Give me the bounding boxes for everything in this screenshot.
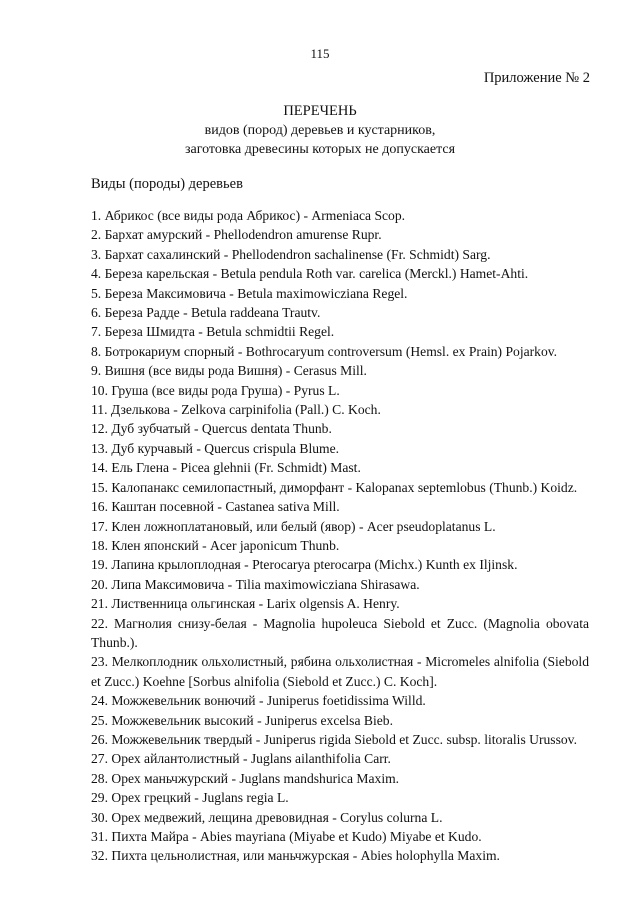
list-item: 7. Береза Шмидта - Betula schmidtii Regel. (91, 324, 335, 340)
title-line-1: ПЕРЕЧЕНЬ (283, 103, 357, 119)
list-item: 6. Береза Радде - Betula raddeana Trautv. (91, 305, 321, 321)
list-item: 31. Пихта Майра - Abies mayriana (Miyabe et Kudo) Miyabe et Kudo. (91, 829, 482, 844)
list-item: 27. Орех айлантолистный - Juglans ailanthifolia Carr. (91, 751, 391, 767)
document-title (0, 102, 640, 159)
list-item: 13. Дуб курчавый - Quercus crispula Blume. (91, 440, 340, 456)
list-item: 14. Ель Глена - Picea glehnii (Fr. Schmidt) Mast. (91, 460, 361, 476)
list-item: 24. Можжевельник вонючий - Juniperus foetidissima Willd. (91, 693, 426, 709)
list-item: 30. Орех медвежий, лещина древовидная - Corylus colurna L. (91, 809, 443, 825)
list-item: 4. Береза карельская - Betula pendula Roth var. carelica (Merckl.) Hamet-Ahti. (91, 266, 529, 282)
list-item: 12. Дуб зубчатый - Quercus dentata Thunb. (91, 421, 332, 437)
section-heading: Виды (породы) деревьев (91, 176, 243, 192)
list-item: 2. Бархат амурский - Phellodendron amurense Rupr. (91, 227, 382, 243)
list-item: 3. Бархат сахалинский - Phellodendron sachalinense (Fr. Schmidt) Sarg. (91, 246, 491, 262)
list-item: 26. Можжевельник твердый - Juniperus rigida Siebold et Zucc. subsp. litoralis Urussov. (91, 731, 577, 747)
title-line-2: видов (пород) деревьев и кустарников, (204, 123, 436, 138)
list-item: 23. Мелкоплодник ольхолистный, рябина ольхолистная - Micromeles alnifolia (Siebold et Zucc.) Koehne [Sorbus alnifolia (Siebold et Zucc.) C. Koch]. (91, 654, 589, 689)
title-line-3: заготовка древесины которых не допускается (184, 142, 456, 157)
list-item: 15. Калопанакс семилопастный, диморфант - Kalopanax septemlobus (Thunb.) Koidz. (91, 479, 578, 495)
page-number: 115 (310, 46, 330, 61)
list-item: 17. Клен ложноплатановый, или белый (явор) - Acer pseudoplatanus L. (91, 518, 496, 534)
list-item: 19. Лапина крылоплодная - Pterocarya pterocarpa (Michx.) Kunth ex Iljinsk. (91, 557, 518, 573)
list-item: 21. Лиственница ольгинская - Larix olgensis A. Henry. (91, 596, 400, 612)
list-item: 28. Орех маньчжурский - Juglans mandshurica Maxim. (91, 770, 400, 786)
list-item: 32. Пихта цельнолистная, или маньчжурская - Abies holophylla Maxim. (91, 848, 500, 864)
list-item: 29. Орех грецкий - Juglans regia L. (91, 790, 289, 806)
list-item: 18. Клен японский - Acer japonicum Thunb. (91, 537, 340, 553)
list-item: 25. Можжевельник высокий - Juniperus excelsa Bieb. (91, 712, 393, 728)
list-item: 8. Ботрокариум спорный - Bothrocaryum controversum (Hemsl. ex Prain) Pojarkov. (91, 343, 558, 359)
list-item: 10. Груша (все виды рода Груша) - Pyrus L. (91, 382, 340, 398)
list-item: 16. Каштан посевной - Castanea sativa Mill. (91, 499, 340, 515)
species-list (91, 206, 589, 866)
appendix-label: Приложение № 2 (483, 70, 590, 86)
list-item: 11. Дзелькова - Zelkova carpinifolia (Pall.) C. Koch. (91, 402, 381, 418)
list-item: 20. Липа Максимовича - Tilia maximowicziana Shirasawa. (91, 576, 420, 592)
list-item: 9. Вишня (все виды рода Вишня) - Cerasus Mill. (91, 363, 367, 379)
list-item: 22. Магнолия снизу-белая - Magnolia hupoleuca Siebold et Zucc. (Magnolia obovata Thunb.). (91, 615, 589, 650)
list-item: 1. Абрикос (все виды рода Абрикос) - Armeniaca Scop. (91, 208, 406, 223)
list-item: 5. Береза Максимовича - Betula maximowicziana Regel. (91, 285, 408, 301)
